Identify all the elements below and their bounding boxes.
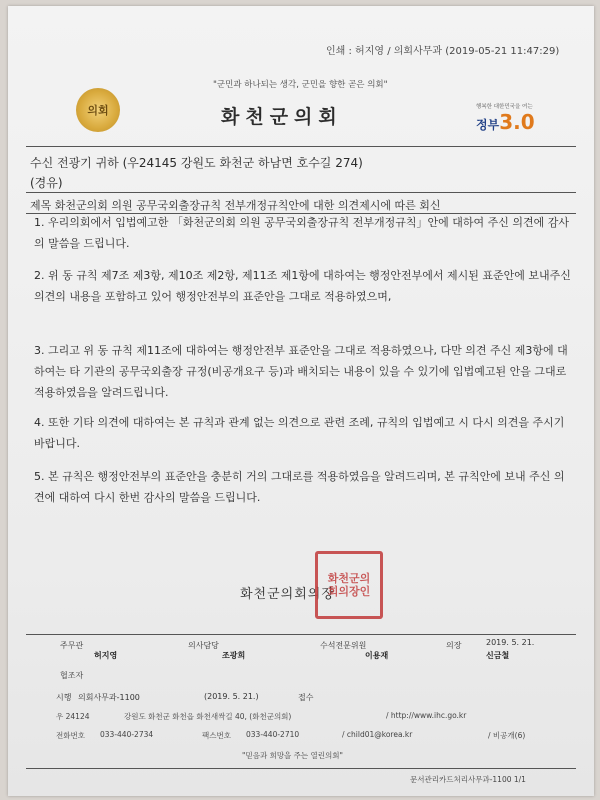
government-brand-logo: 행복한 대한민국을 여는 정부3.0 [476, 104, 535, 134]
header-divider [26, 146, 576, 147]
paragraph-5: 5. 본 규칙은 행정안전부의 표준안을 충분히 거의 그대로를 적용하였음을 알려드리며, 본 규칙안에 보내 주신 의견에 대하여 다시 한번 감사의 말씀을 드립니다. [34, 470, 565, 504]
fax-label: 팩스번호 [202, 731, 231, 740]
approver1-name: 허지영 [94, 651, 118, 660]
approver2-name: 조광희 [222, 651, 246, 660]
approver2-role: 의사담당 [188, 641, 219, 650]
council-emblem-icon: 의회 [76, 88, 120, 132]
enforce-number: 의회사무과-1100 [78, 693, 140, 702]
approver3-role: 수석전문위원 [320, 641, 367, 650]
council-slogan: "군민과 하나되는 생각, 군민을 향한 곧은 의회" [213, 80, 388, 90]
approver4-name: 신금철 [486, 651, 510, 660]
phone-number: 033-440-2734 [100, 730, 154, 739]
signer-title: 화천군의회의장 [240, 587, 335, 602]
document-title: 화천군의회 [221, 106, 343, 128]
cooperator-label: 협조자 [60, 671, 84, 680]
subject-line: 제목 화천군의회 의원 공무국외출장규칙 전부개정규칙안에 대한 의견제시에 따른 회신 [30, 199, 441, 212]
approver4-role: 의장 [446, 641, 462, 650]
official-seal-icon: 화천군의회의장인 [315, 551, 383, 619]
enforce-label: 시행 [56, 693, 72, 702]
phone-label: 전화번호 [56, 731, 85, 740]
homepage-link[interactable]: / http://www.ihc.go.kr [386, 711, 467, 720]
via-line: (경유) [30, 176, 63, 190]
approver3-name: 이용재 [365, 651, 389, 660]
document-code: 문서관리카드처리사무과-1100 1/1 [410, 775, 526, 784]
letter-sheet [8, 6, 594, 796]
address: 강원도 화천군 화천읍 화천새싹길 40, (화천군의회) [124, 712, 292, 721]
approver4-date: 2019. 5. 21. [486, 638, 535, 647]
paragraph-2: 2. 위 동 규칙 제7조 제3항, 제10조 제2항, 제11조 제1항에 대하여는 행정안전부에서 제시된 표준안에 보내주신 의견의 내용을 포함하고 있어 행정안전부의 표준안을 그대로 적용하였으며, [34, 269, 571, 303]
disclosure-status: / 비공개(6) [488, 731, 526, 740]
paragraph-1: 1. 우리의회에서 입법예고한 「화천군의회 의원 공무국외출장규칙 전부개정규칙」안에 대하여 주신 의견에 감사의 말씀을 드립니다. [34, 216, 570, 250]
receipt-label: 접수 [298, 693, 314, 702]
footer-motto: "믿음과 희망을 주는 열린의회" [242, 751, 343, 760]
fax-number: 033-440-2710 [246, 730, 300, 739]
paragraph-3: 3. 그리고 위 동 규칙 제11조에 대하여는 행정안전부 표준안을 그대로 적용하였으나, 다만 의견 주신 제3항에 대하여는 타 기관의 공무국외출장 규정(비공개요구 등)과 배치되는 내용이 있을 수 있기에 입법예고된 안을 그대로 적용하였음을 알려드립니다. [34, 344, 568, 399]
paragraph-4: 4. 또한 기타 의견에 대하여는 본 규칙과 관계 없는 의견으로 관련 조례, 규칙의 입법예고 시 다시 의견을 주시기 바랍니다. [34, 416, 565, 450]
footer-bottom-divider [26, 768, 576, 769]
recipient-line: 수신 전광기 귀하 (우24145 강원도 화천군 하남면 호수길 274) [30, 156, 363, 170]
enforce-date: (2019. 5. 21.) [204, 692, 259, 701]
footer-divider [26, 634, 576, 635]
postal-code: 우 24124 [56, 712, 90, 721]
print-info: 인쇄 : 허지영 / 의회사무과 (2019-05-21 11:47:29) [326, 46, 560, 57]
approver1-role: 주무관 [60, 641, 84, 650]
email-address[interactable]: / child01@korea.kr [342, 730, 413, 739]
subject-divider-top [26, 192, 576, 193]
